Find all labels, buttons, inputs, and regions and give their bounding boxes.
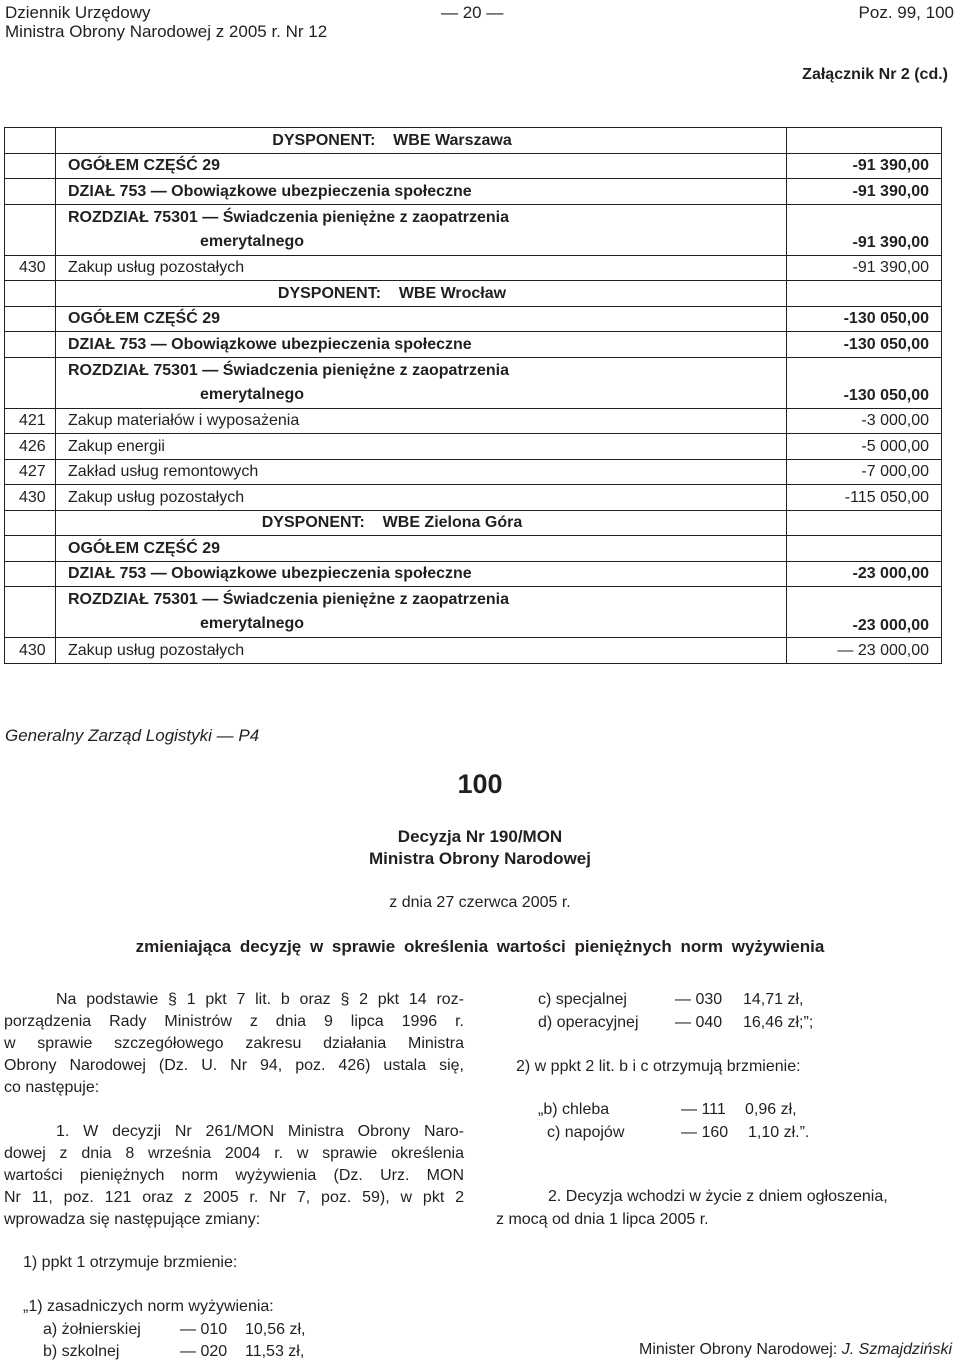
journal-subtitle: Ministra Obrony Narodowej z 2005 r. Nr 12 [5, 22, 328, 41]
norm-code: — 160 [681, 1124, 729, 1141]
item-row [5, 485, 942, 511]
preamble-line: Na podstawie § 1 pkt 7 lit. b oraz § 2 pkt 14 roz- [56, 991, 464, 1008]
norm-code: — 010 [180, 1321, 228, 1338]
total-amount: -130 050,00 [787, 306, 942, 332]
dysponent-row [5, 128, 942, 154]
dysponent-row [5, 510, 942, 536]
item-amount: — 23 000,00 [787, 638, 942, 664]
rozdzial-label [56, 204, 787, 255]
dzial-amount: -23 000,00 [787, 561, 942, 587]
preamble [4, 989, 464, 1099]
paragraph-line: wprowadza się następujące zmiany: [4, 1211, 261, 1228]
signature [639, 1340, 952, 1359]
decision-date: z dnia 27 czerwca 2005 r. [389, 894, 571, 911]
total-row [5, 536, 942, 562]
paragraph-line: 1. W decyzji Nr 261/MON Ministra Obrony Naro- [56, 1123, 464, 1140]
dysponent-label: DYSPONENT: WBE Warszawa [56, 128, 787, 154]
norm-value: 10,56 zł, [245, 1321, 306, 1338]
dzial-label: DZIAŁ 753 — Obowiązkowe ubezpieczenia społeczne [56, 332, 787, 358]
norm-value: 16,46 zł;”; [743, 1014, 814, 1031]
rozdzial-line1: ROZDZIAŁ 75301 — Świadczenia pieniężne z zaopatrzenia [68, 361, 510, 379]
dzial-label: DZIAŁ 753 — Obowiązkowe ubezpieczenia społeczne [56, 179, 787, 205]
item-code: 430 [5, 638, 56, 664]
item-label: Zakup energii [56, 434, 787, 460]
item-row [5, 434, 942, 460]
point-2: 2) w ppkt 2 lit. b i c otrzymują brzmienie: [516, 1058, 801, 1075]
item-amount: -5 000,00 [787, 434, 942, 460]
rozdzial-line2: emerytalnego [200, 615, 305, 632]
norm-code: — 030 [675, 991, 723, 1008]
dysponent-label: DYSPONENT: WBE Wrocław [56, 281, 787, 307]
norm-value: 0,96 zł, [745, 1101, 797, 1118]
annex-label: Załącznik Nr 2 (cd.) [802, 66, 948, 83]
rozdzial-label [56, 587, 787, 638]
item-code: 421 [5, 408, 56, 434]
item-row [5, 255, 942, 281]
item-label: Zakup usług pozostałych [56, 485, 787, 511]
dysponent-row [5, 281, 942, 307]
point-1: 1) ppkt 1 otrzymuje brzmienie: [23, 1254, 238, 1271]
norm-code: — 040 [675, 1014, 723, 1031]
rozdzial-line2: emerytalnego [200, 232, 305, 250]
paragraph-line: dowej z dnia 8 września 2004 r. w sprawie określenia [4, 1145, 464, 1162]
rozdzial-row [5, 587, 942, 638]
total-row [5, 306, 942, 332]
item-code: 430 [5, 485, 56, 511]
item-amount: -115 050,00 [787, 485, 942, 511]
norm-label: a) żołnierskiej [43, 1321, 141, 1338]
rozdzial-amount: -91 390,00 [787, 204, 942, 255]
total-row [5, 153, 942, 179]
item-amount: -3 000,00 [787, 408, 942, 434]
rozdzial-row [5, 204, 942, 255]
dzial-label: DZIAŁ 753 — Obowiązkowe ubezpieczenia społeczne [56, 561, 787, 587]
total-amount: -91 390,00 [787, 153, 942, 179]
preamble-line: Obrony Narodowej (Dz. U. Nr 94, poz. 426) ustala się, [4, 1057, 464, 1074]
item-row [5, 408, 942, 434]
page-number: — 20 — [441, 3, 504, 22]
paragraph-line: wartości pieniężnych norm wyżywienia (Dz. Urz. MON [4, 1167, 464, 1184]
preamble-line: w sprawie szczegółowego zakresu działania Ministra [4, 1035, 464, 1052]
item-amount: -91 390,00 [787, 255, 942, 281]
paragraph-line: Nr 11, poz. 121 oraz z 2005 r. Nr 7, poz. 59), w pkt 2 [4, 1189, 464, 1206]
item-row [5, 638, 942, 664]
budget-table [4, 127, 942, 664]
item-amount: -7 000,00 [787, 459, 942, 485]
decision-authority: Ministra Obrony Narodowej [369, 849, 591, 868]
rozdzial-amount: -130 050,00 [787, 357, 942, 408]
dzial-row [5, 561, 942, 587]
decision-subject: zmieniająca decyzję w sprawie określenia wartości pieniężnych norm wyżywienia [135, 937, 825, 956]
norm-value: 14,71 zł, [743, 991, 804, 1008]
preamble-line: co następuje: [4, 1079, 100, 1096]
norm-label: d) operacyjnej [538, 1014, 639, 1031]
norm-value: 1,10 zł.”. [748, 1124, 810, 1141]
norm-label: „b) chleba [538, 1101, 610, 1118]
norm-label: c) napojów [547, 1124, 625, 1141]
dzial-row [5, 179, 942, 205]
decision-title: Decyzja Nr 190/MON [397, 827, 563, 846]
rozdzial-row [5, 357, 942, 408]
total-label: OGÓŁEM CZĘŚĆ 29 [56, 306, 787, 332]
item-label: Zakup usług pozostałych [56, 638, 787, 664]
paragraph-2-line: z mocą od dnia 1 lipca 2005 r. [496, 1211, 709, 1228]
total-amount [787, 536, 942, 562]
norm-code: — 020 [180, 1343, 228, 1360]
norm-value: 11,53 zł, [245, 1343, 305, 1360]
issuer-label: Generalny Zarząd Logistyki — P4 [5, 726, 260, 745]
paragraph-2-line: 2. Decyzja wchodzi w życie z dniem ogłoszenia, [548, 1188, 888, 1205]
journal-title: Dziennik Urzędowy [5, 3, 151, 22]
dysponent-label: DYSPONENT: WBE Zielona Góra [56, 510, 787, 536]
item-code: 430 [5, 255, 56, 281]
norm-label: b) szkolnej [43, 1343, 120, 1360]
total-label: OGÓŁEM CZĘŚĆ 29 [56, 536, 787, 562]
document-number: 100 [457, 769, 503, 799]
dzial-amount: -130 050,00 [787, 332, 942, 358]
item-row [5, 459, 942, 485]
item-code: 427 [5, 459, 56, 485]
quote-1: „1) zasadniczych norm wyżywienia: [23, 1298, 274, 1315]
item-code: 426 [5, 434, 56, 460]
rozdzial-amount: -23 000,00 [787, 587, 942, 638]
dzial-amount: -91 390,00 [787, 179, 942, 205]
norm-label: c) specjalnej [538, 991, 627, 1008]
position-number: Poz. 99, 100 [858, 3, 954, 22]
rozdzial-line1: ROZDZIAŁ 75301 — Świadczenia pieniężne z zaopatrzenia [68, 591, 510, 608]
rozdzial-label [56, 357, 787, 408]
item-label: Zakup materiałów i wyposażenia [56, 408, 787, 434]
rozdzial-line1: ROZDZIAŁ 75301 — Świadczenia pieniężne z zaopatrzenia [68, 208, 510, 226]
signature-name: J. Szmajdziński [841, 1341, 952, 1358]
item-label: Zakup usług pozostałych [56, 255, 787, 281]
signature-label: Minister Obrony Narodowej: [639, 1341, 838, 1358]
norm-code: — 111 [681, 1101, 726, 1118]
rozdzial-line2: emerytalnego [200, 385, 305, 403]
paragraph-1 [4, 1121, 464, 1231]
dzial-row [5, 332, 942, 358]
preamble-line: porządzenia Rady Ministrów z dnia 9 lipca 1996 r. [4, 1013, 464, 1030]
item-label: Zakład usług remontowych [56, 459, 787, 485]
total-label: OGÓŁEM CZĘŚĆ 29 [56, 153, 787, 179]
